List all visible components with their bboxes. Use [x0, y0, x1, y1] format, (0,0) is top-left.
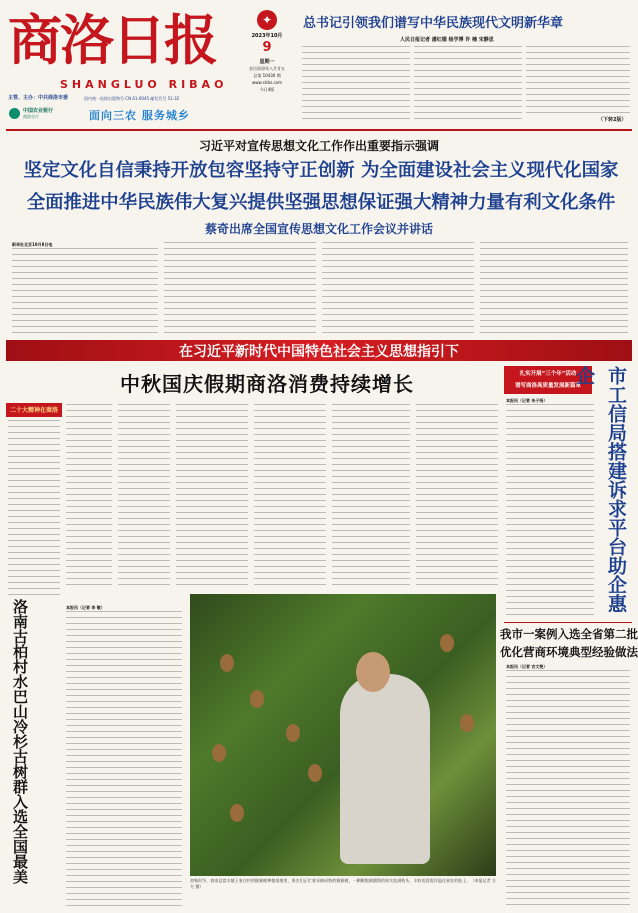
kiwi-fruit [230, 804, 244, 822]
lead-column-4 [480, 242, 628, 334]
side-tag-line-2: 谱写商洛高质量发展新篇章 [514, 383, 581, 389]
lead-column-3 [322, 242, 474, 334]
kiwi-fruit [308, 764, 322, 782]
side-vertical-headline: 市工信局搭建诉求平台助企惠企 [573, 366, 627, 613]
side-tag-line-1: 扎实开展“三个年”活动 [519, 371, 577, 377]
red-banner-text: 在习近平新时代中国特色社会主义思想指引下 [179, 344, 459, 360]
lead-column-2 [164, 242, 316, 334]
top-story-column-2 [414, 46, 522, 122]
kiwi-article-body [66, 611, 182, 907]
issue-number: 总第 10430 期 [253, 73, 281, 78]
masthead-title: 商洛日报 [8, 8, 216, 72]
photo-caption-text: 初秋时节，商南县富水镇王家庄村的猕猴桃种植基地里，果农们正忙着采摘成熟的猕猴桃，一颗颗饱满圆润的果实挂满枝头，丰收的喜悦洋溢在果农的脸上。 [190, 878, 471, 883]
bank-logo-icon [9, 108, 20, 119]
kiwi-fruit [220, 654, 234, 672]
bank-sub: 商洛分行 [23, 114, 39, 119]
kiwi-fruit [212, 744, 226, 762]
bottom-right-body [506, 670, 630, 906]
farmer-head [356, 652, 390, 692]
lead-subhead: 蔡奇出席全国宣传思想文化工作会议并讲话 [204, 222, 433, 236]
holiday-column-2 [118, 404, 170, 588]
kiwi-fruit [286, 724, 300, 742]
side-divider [504, 622, 632, 623]
lead-dateline: 新华社北京10月8日电 [12, 242, 53, 247]
side-byline: 本报讯（记者 朱子扬） [506, 398, 548, 403]
issue-lunar: 农历癸卯年八月廿五 [249, 66, 285, 71]
bottom-right-headline-1: 我市一案例入选全省第二批 [500, 627, 638, 641]
top-story-column-3 [526, 46, 630, 116]
bank-slogan: 面向三农 服务城乡 [89, 109, 190, 122]
left-vertical-headline: 洛南古柏村水巴山冷杉古树群入选全国最美 [11, 599, 29, 884]
lead-column-1 [12, 248, 158, 334]
holiday-column-6 [416, 404, 498, 588]
issue-site: www.slrbs.com [252, 80, 282, 85]
side-story-body [506, 404, 594, 616]
top-banner-jump: （下转2版） [598, 117, 627, 123]
issue-pages: 今日4版 [259, 87, 275, 92]
issue-weekday: 星期一 [259, 59, 275, 65]
issue-year-month: 2023年10月 [251, 33, 283, 39]
lead-headline-1: 坚定文化自信秉持开放包容坚持守正创新 为全面建设社会主义现代化国家 [23, 160, 619, 181]
lead-kicker: 习近平对宣传思想文化工作作出重要指示强调 [198, 139, 439, 153]
bottom-right-byline: 本报讯（记者 吉文艳） [506, 664, 548, 669]
masthead-issn: 国内统一连续出版物号 CN 61-0045 邮发代号 51-32 [84, 96, 180, 101]
kiwi-harvest-photo [190, 594, 496, 876]
farmer-figure [340, 674, 430, 864]
kiwi-fruit [440, 634, 454, 652]
left-brief-body [8, 420, 60, 596]
masthead-divider [6, 129, 632, 131]
kiwi-byline: 本报讯（记者 李 敏） [66, 605, 105, 610]
photo-credit: （本报记者 方 方 摄） [190, 878, 496, 889]
holiday-headline: 中秋国庆假期商洛消费持续增长 [120, 372, 414, 396]
top-story-column-1 [302, 46, 410, 122]
bank-name: 中国农业银行 [23, 108, 54, 114]
masthead-sponsor: 主管、主办：中共商洛市委 [8, 95, 69, 101]
masthead-pinyin: SHANGLUO RIBAO [60, 78, 228, 91]
kiwi-fruit [250, 690, 264, 708]
bottom-right-headline-2: 优化营商环境典型经验做法 [500, 645, 638, 659]
photo-caption [190, 878, 496, 890]
holiday-column-4 [254, 404, 326, 588]
holiday-column-3 [176, 404, 248, 588]
issue-day: 9 [262, 40, 272, 55]
top-banner-byline: 人民日报记者 潘红德 杨学博 许 楠 宋静思 [400, 37, 494, 43]
holiday-column-1 [66, 404, 112, 588]
left-tag: 二十大精神在商洛 [9, 407, 58, 414]
top-banner-headline: 总书记引领我们谱写中华民族现代文明新华章 [303, 16, 564, 31]
party-emblem-icon: ✦ [257, 10, 277, 30]
holiday-column-5 [332, 404, 410, 588]
lead-headline-2: 全面推进中华民族伟大复兴提供坚强思想保证强大精神力量有利文化条件 [26, 192, 616, 213]
kiwi-fruit [460, 714, 474, 732]
